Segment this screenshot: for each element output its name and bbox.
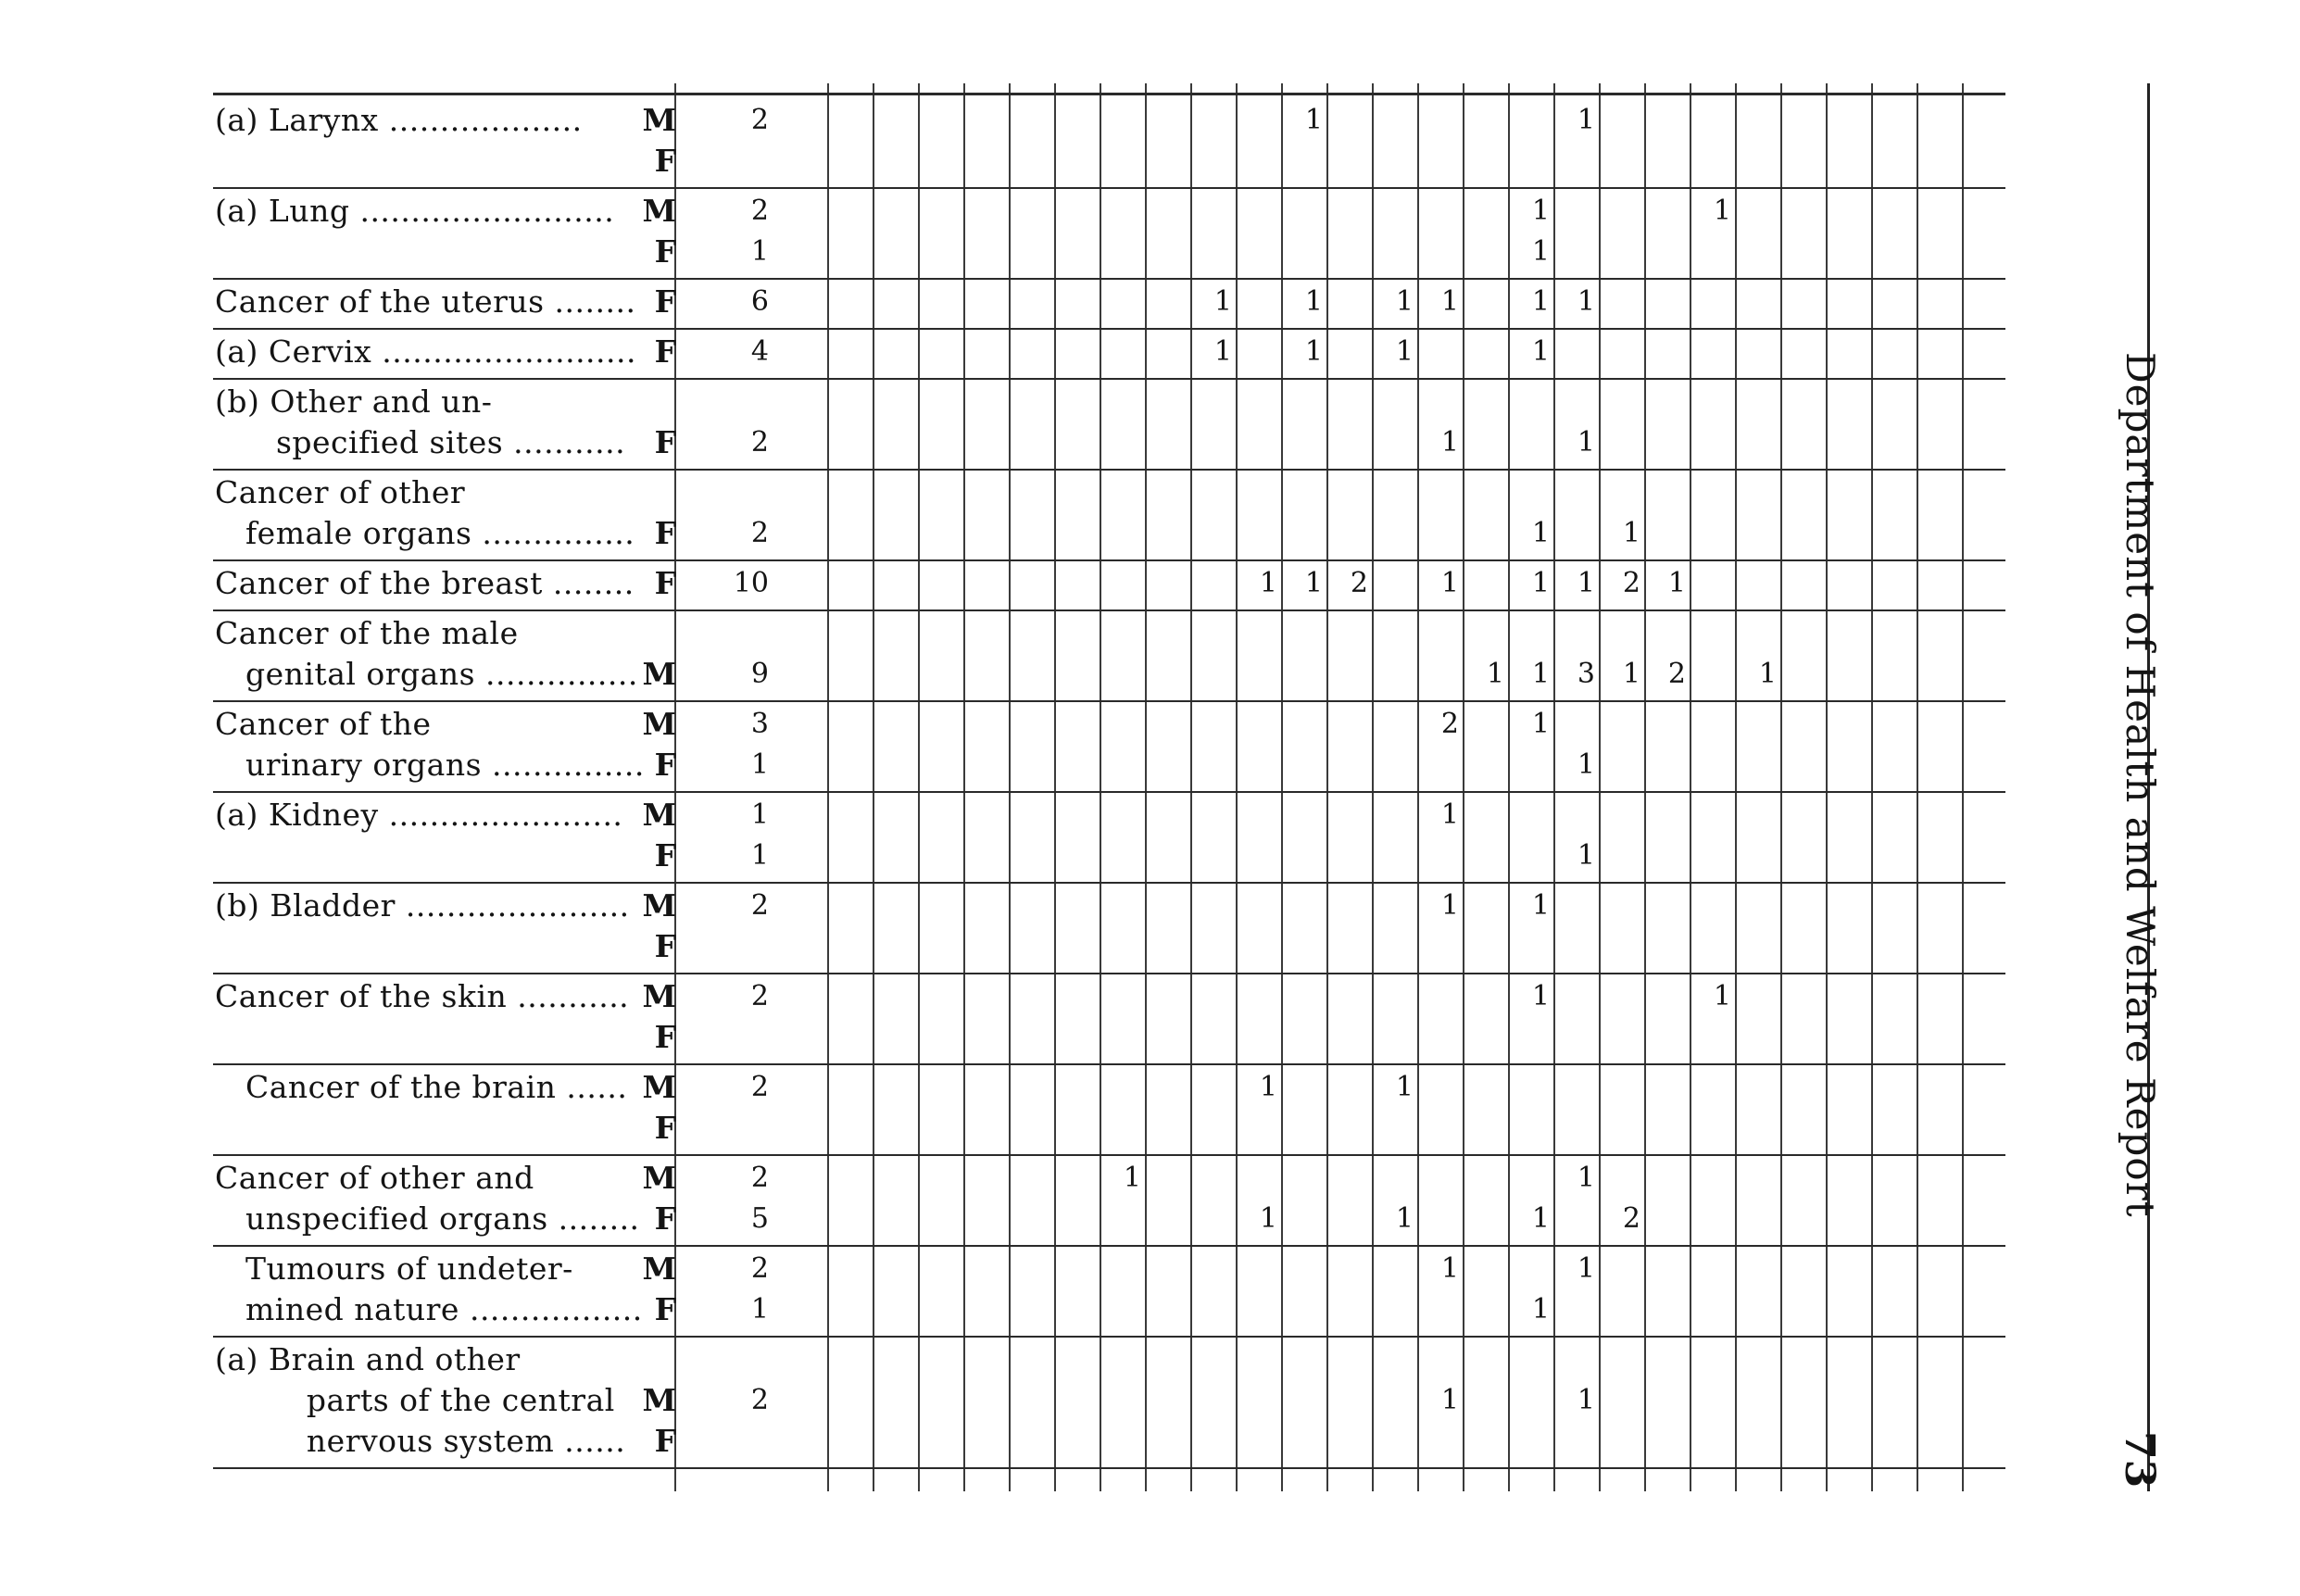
column-rule (1236, 83, 1238, 1491)
sex-marker: F (654, 1019, 676, 1055)
row-total: 1 (750, 839, 769, 872)
table-cell: 1 (1440, 285, 1459, 318)
table-cell: 1 (1531, 1202, 1550, 1235)
table-cell: 1 (1577, 1252, 1595, 1285)
column-rule (1326, 83, 1328, 1491)
sex-marker: F (654, 333, 676, 370)
table-cell: 1 (1622, 658, 1640, 690)
column-rule (963, 83, 965, 1491)
row-rule (213, 1154, 2005, 1156)
row-rule (213, 378, 2005, 380)
table-cell: 1 (1486, 658, 1504, 690)
table-cell: 1 (1531, 567, 1550, 599)
table-cell: 2 (1622, 1202, 1640, 1235)
column-rule (1190, 83, 1192, 1491)
table-cell: 1 (1531, 980, 1550, 1012)
sex-marker: F (654, 143, 676, 179)
row-label: Cancer of the brain ...... (215, 1069, 628, 1105)
column-rule (1690, 83, 1691, 1491)
sex-marker: F (654, 747, 676, 783)
row-total: 2 (750, 1252, 769, 1285)
row-rule (213, 700, 2005, 702)
row-label: Cancer of the breast ........ (215, 565, 635, 601)
table-cell: 1 (1213, 335, 1232, 368)
table-cell: 1 (1531, 285, 1550, 318)
row-total: 1 (750, 748, 769, 781)
row-label: (a) Brain and other (215, 1341, 521, 1377)
row-total: 2 (750, 1384, 769, 1416)
row-total: 4 (750, 335, 769, 368)
table-cell: 1 (1531, 658, 1550, 690)
row-label: mined nature ................. (215, 1291, 643, 1327)
column-rule (1100, 83, 1101, 1491)
sex-marker: F (654, 1110, 676, 1146)
table-cell: 1 (1577, 1384, 1595, 1416)
column-rule (1962, 83, 1964, 1491)
row-total: 2 (750, 195, 769, 227)
row-total: 2 (750, 426, 769, 459)
column-rule (1145, 83, 1147, 1491)
column-rule (1508, 83, 1510, 1491)
row-label: Cancer of other (215, 474, 466, 510)
row-label: (a) Larynx ................... (215, 102, 583, 138)
table-cell: 1 (1577, 426, 1595, 459)
column-rule (1372, 83, 1374, 1491)
sex-marker: M (642, 1250, 676, 1287)
row-label: Cancer of the (215, 706, 432, 742)
row-rule (213, 559, 2005, 561)
row-total: 3 (750, 708, 769, 740)
table-cell: 1 (1304, 104, 1323, 136)
table-cell: 1 (1577, 567, 1595, 599)
row-total: 2 (750, 1071, 769, 1103)
sex-marker: F (654, 1423, 676, 1459)
row-label: (a) Cervix ......................... (215, 333, 637, 370)
row-label: (a) Kidney ....................... (215, 797, 623, 833)
sex-marker: F (654, 283, 676, 320)
column-rule (1417, 83, 1419, 1491)
sex-marker: M (642, 656, 676, 692)
row-rule (213, 187, 2005, 189)
row-label: Tumours of undeter- (215, 1250, 573, 1287)
sex-marker: M (642, 887, 676, 924)
table-cell: 1 (1667, 567, 1686, 599)
table-cell: 1 (1395, 1202, 1414, 1235)
sex-marker: M (642, 1069, 676, 1105)
row-total: 2 (750, 1162, 769, 1194)
row-label: Cancer of other and (215, 1160, 534, 1196)
table-cell: 1 (1304, 335, 1323, 368)
column-rule (1735, 83, 1737, 1491)
row-rule (213, 1245, 2005, 1247)
row-rule (213, 973, 2005, 974)
column-rule (1826, 83, 1828, 1491)
table-cell: 1 (1440, 798, 1459, 831)
table-cell: 1 (1395, 335, 1414, 368)
column-rule (1054, 83, 1056, 1491)
table-cell: 1 (1440, 426, 1459, 459)
side-header: Department of Health and Welfare Report (2118, 352, 2163, 1218)
row-total: 2 (750, 104, 769, 136)
row-total: 5 (750, 1202, 769, 1235)
sex-marker: F (654, 515, 676, 551)
table-cell: 1 (1577, 104, 1595, 136)
table-cell: 1 (1395, 285, 1414, 318)
table-cell: 1 (1531, 335, 1550, 368)
row-label: Cancer of the uterus ........ (215, 283, 636, 320)
table-cell: 1 (1531, 708, 1550, 740)
row-label: (a) Lung ......................... (215, 193, 615, 229)
table-cell: 1 (1440, 889, 1459, 922)
row-total: 10 (733, 567, 769, 599)
table-cell: 1 (1531, 1293, 1550, 1326)
table-cell: 1 (1713, 980, 1731, 1012)
sex-marker: F (654, 1200, 676, 1237)
table-cell: 1 (1577, 748, 1595, 781)
table-cell: 1 (1213, 285, 1232, 318)
row-total: 1 (750, 235, 769, 268)
row-label: urinary organs ............... (215, 747, 645, 783)
sex-marker: M (642, 1160, 676, 1196)
column-rule (1644, 83, 1646, 1491)
table-cell: 1 (1259, 1071, 1277, 1103)
row-total: 2 (750, 889, 769, 922)
table-cell: 1 (1531, 889, 1550, 922)
row-label: unspecified organs ........ (215, 1200, 640, 1237)
row-rule (213, 609, 2005, 611)
table-cell: 1 (1440, 567, 1459, 599)
column-rule (1009, 83, 1011, 1491)
column-rule (827, 83, 829, 1491)
table-cell: 1 (1304, 567, 1323, 599)
table-cell: 1 (1577, 1162, 1595, 1194)
row-rule (213, 1467, 2005, 1469)
table-cell: 1 (1622, 517, 1640, 549)
row-label: nervous system ...... (215, 1423, 626, 1459)
row-rule (213, 93, 2005, 95)
sex-marker: M (642, 706, 676, 742)
table-cell: 2 (1622, 567, 1640, 599)
row-rule (213, 328, 2005, 330)
row-total: 6 (750, 285, 769, 318)
column-rule (918, 83, 920, 1491)
row-rule (213, 1336, 2005, 1338)
table-cell: 1 (1577, 285, 1595, 318)
table-cell: 1 (1531, 195, 1550, 227)
row-rule (213, 469, 2005, 471)
column-rule (1871, 83, 1873, 1491)
sex-marker: F (654, 928, 676, 964)
sex-marker: F (654, 424, 676, 460)
column-rule (1553, 83, 1555, 1491)
table-cell: 1 (1758, 658, 1777, 690)
table-cell: 1 (1531, 235, 1550, 268)
row-rule (213, 1063, 2005, 1065)
table-cell: 2 (1350, 567, 1368, 599)
column-rule (873, 83, 874, 1491)
table-cell: 3 (1577, 658, 1595, 690)
row-label: genital organs ............... (215, 656, 638, 692)
sex-marker: F (654, 233, 676, 270)
column-rule (1599, 83, 1601, 1491)
table-cell: 1 (1531, 517, 1550, 549)
page-number: 73 (2116, 1431, 2163, 1489)
table-cell: 1 (1123, 1162, 1141, 1194)
table-cell: 1 (1304, 285, 1323, 318)
row-rule (213, 278, 2005, 280)
sex-marker: F (654, 565, 676, 601)
table-cell: 1 (1259, 1202, 1277, 1235)
row-total: 2 (750, 980, 769, 1012)
table-cell: 1 (1440, 1252, 1459, 1285)
column-rule (1780, 83, 1782, 1491)
table-cell: 1 (1713, 195, 1731, 227)
table-cell: 2 (1440, 708, 1459, 740)
table-cell: 1 (1395, 1071, 1414, 1103)
row-label: (b) Bladder ...................... (215, 887, 630, 924)
table-cell: 1 (1577, 839, 1595, 872)
row-label: (b) Other and un- (215, 383, 493, 420)
row-label: female organs ............... (215, 515, 635, 551)
row-total: 2 (750, 517, 769, 549)
row-total: 9 (750, 658, 769, 690)
sex-marker: M (642, 1382, 676, 1418)
sex-marker: M (642, 797, 676, 833)
row-label: Cancer of the skin ........... (215, 978, 630, 1014)
table-cell: 1 (1259, 567, 1277, 599)
column-rule (1463, 83, 1464, 1491)
column-rule (1281, 83, 1283, 1491)
column-rule (1917, 83, 1918, 1491)
sex-marker: F (654, 1291, 676, 1327)
row-total: 1 (750, 798, 769, 831)
row-label: Cancer of the male (215, 615, 519, 651)
sex-marker: M (642, 193, 676, 229)
table-cell: 2 (1667, 658, 1686, 690)
row-rule (213, 791, 2005, 793)
row-total: 1 (750, 1293, 769, 1326)
row-rule (213, 882, 2005, 884)
row-label: specified sites ........... (215, 424, 626, 460)
table-cell: 1 (1440, 1384, 1459, 1416)
sex-marker: M (642, 978, 676, 1014)
sex-marker: F (654, 837, 676, 873)
sex-marker: M (642, 102, 676, 138)
row-label: parts of the central (215, 1382, 615, 1418)
